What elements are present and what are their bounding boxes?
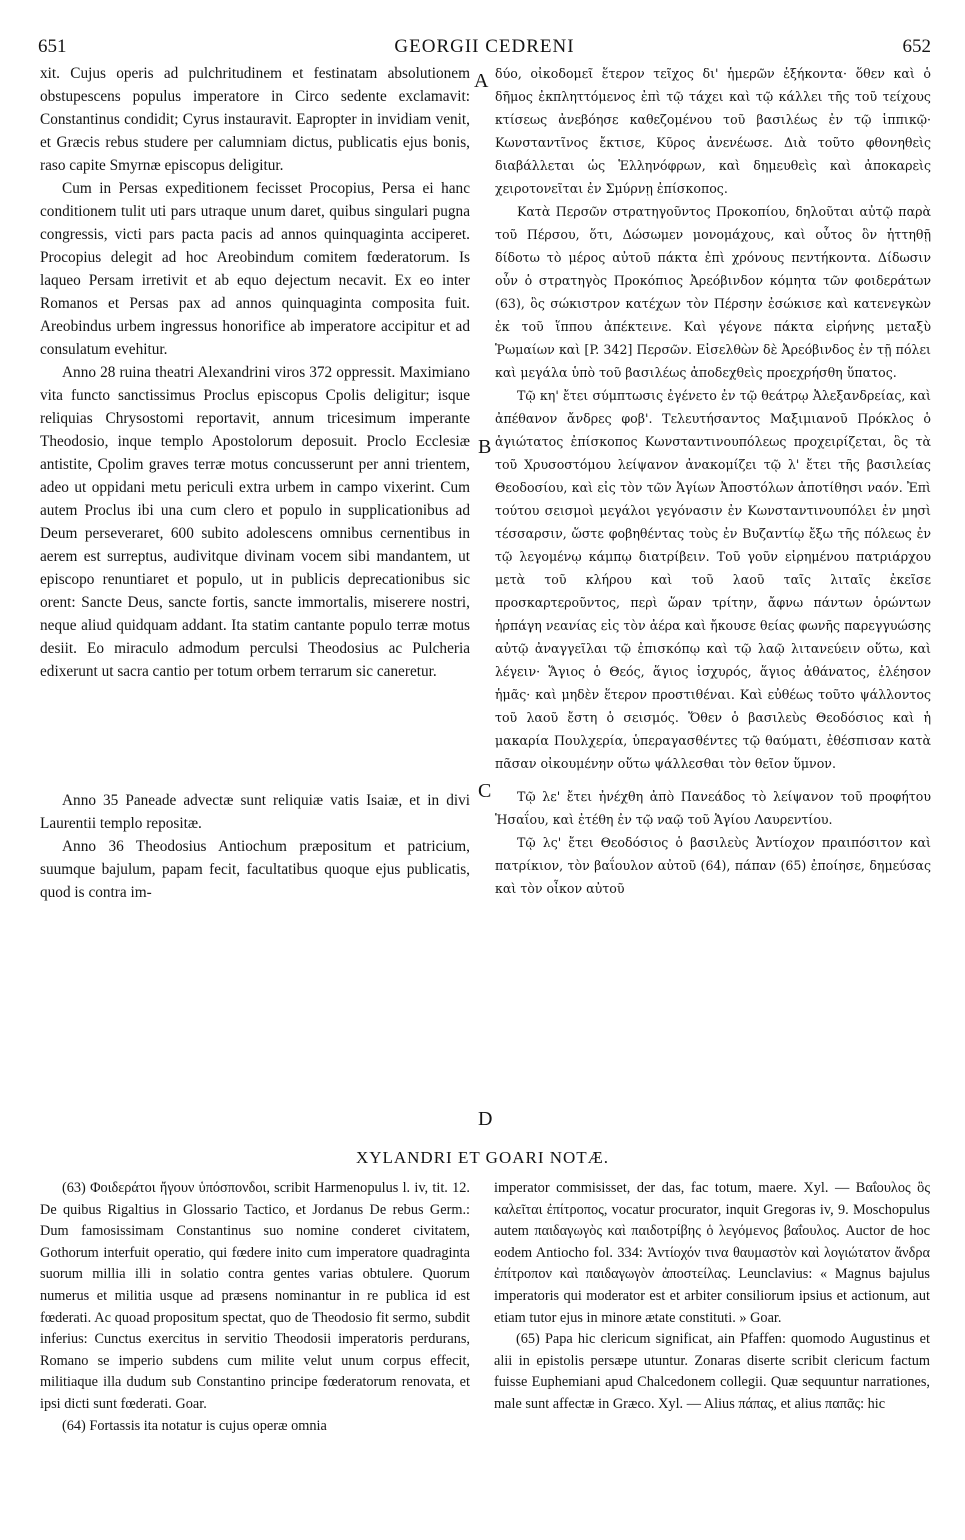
notes-heading: XYLANDRI ET GOARI NOTÆ. — [355, 1148, 610, 1167]
note-paragraph: (63) Φοιδεράτοι ἤγουν ὑπόσπονδοι, scribit Harmenopulus l. iv, tit. 12. De quibus Rigaltius in Glossario Tactico, et Jordanus De rebus Germ.: Dum famosissimam Constantinus suo nomine conderet civitatem, Gothorum interfuit operatio, qui fœdere inito cum imperatore quadraginta suorum millia illi in solatio contra gentes varias obtulere. Quorum numerus et militia usque ad præsens nominantur in re publica id est fœderati. Ac quoad propositum spectat, quo de Theodosio fit sermo, subdit inferius: Cunctus exercitus in servitio Theodosii imperatoris perdurans, Romano se imperio subdens cum milite velut unum corpus effecit, militiaque illa dudum sub Constantino principe fœderatorum renovata, et ipsi dicti sunt fœderati. Goar. — [40, 1180, 470, 1412]
latin-paragraph: Anno 35 Paneade advectæ sunt reliquiæ vatis Isaiæ, et in divi Laurentii templo repositæ. — [40, 792, 470, 832]
greek-paragraph: Τῷ λε' ἔτει ἠνέχθη ἀπὸ Πανεάδος τὸ λείψανον τοῦ προφήτου Ἡσαΐου, καὶ ἐτέθη ἐν τῷ ναῷ τοῦ Ἁγίου Λαυρεντίου. — [495, 789, 931, 827]
greek-paragraph: Τῷ κη' ἔτει σύμπτωσις ἐγένετο ἐν τῷ θεάτρῳ Ἀλεξανδρείας, καὶ ἀπέθανον ἄνδρες φοβ'. Τελευτήσαντος Μαξιμιανοῦ Πρόκλος ὁ ἁγιώτατος ἐπίσκοπος Κωνσταντινουπόλεως προχειρίζεται, ὃς τὰ τοῦ Χρυσοστόμου λείψανον ἀνακομίζει τῷ λ' ἔτει τῆς βασιλείας Θεοδοσίου, καὶ εἰς τὸν τῶν Ἁγίων Ἀποστόλων ἀποτίθησι ναόν. Ἐπὶ τούτου σεισμοὶ μεγάλοι γεγόνασιν ἐν Κωνσταντινουπόλει ἐν μησὶ τέσσαρσιν, ὥστε φοβηθέντας τοὺς ἐν Βυζαντίῳ ἔξω τῆς πόλεως ἐν τῷ λεγομένῳ κάμπῳ διατρίβειν. Τοῦ γοῦν εἰρημένου πατριάρχου μετὰ τοῦ κλήρου καὶ τοῦ λαοῦ ταῖς λιταῖς ἐκεῖσε προσκαρτεροῦντος, περὶ ὥραν τρίτην, ἄφνω πάντων ὁρώντων ἡρπάγη νεανίας εἰς τὸν ἀέρα καὶ ἤκουσε θείας φωνῆς παρεγγυώσης αὐτῷ ἀναγγεῖλαι τῷ ἐπισκόπῳ καὶ τῷ λαῷ λιτανεύειν οὕτω, καὶ λέγειν· Ἅγιος ὁ Θεός, ἅγιος ἰσχυρός, ἅγιος ἀθάνατος, ἐλέησον ἡμᾶς· καὶ μηδὲν ἕτερον προστιθέναι. Καὶ εὐθέως τοῦτο ψάλλοντος τοῦ λαοῦ ἔστη ὁ σεισμός. Ὅθεν ὁ βασιλεὺς Θεοδόσιος καὶ ἡ μακαρία Πουλχερία, ὑπεραγασθέντες τῷ θαύματι, ἐθέσπισαν κατὰ πᾶσαν οἰκουμένην οὕτω ψάλλεσθαι τὸν θεῖον ὕμνον. — [495, 388, 931, 771]
greek-column — [495, 62, 931, 900]
margin-letter-c: C — [478, 780, 492, 802]
page-number-left: 651 — [38, 36, 67, 57]
note-paragraph: (64) Fortassis ita notatur is cujus operæ omnia — [62, 1417, 327, 1434]
note-paragraph: (65) Papa hic clericum significat, ain Pfaffen: quomodo Augustinus et alii in epistolis persæpe utuntur. Zonaras diserte scribit clericum factum fuisse Euphemiani apud Chalcedonem collegii. Quæ sequuntur narrationes, male sunt affectæ in Græco. Xyl. — Alius πάπας, et alius παπᾶς: hic — [494, 1331, 930, 1412]
latin-column — [40, 62, 470, 904]
greek-paragraph: δύο, οἰκοδομεῖ ἕτερον τεῖχος δι' ἡμερῶν ἑξήκοντα· ὅθεν καὶ ὁ δῆμος ἐκπληττόμενος ἐπὶ τῷ τάχει καὶ τῷ κάλλει τῆς τοῦ τείχους κτίσεως ἀνεβόησε καθεζομένου τοῦ βασιλέως ἐν τῷ ἱππικῷ· Κωνσταντῖνος ἔκτισε, Κῦρος ἀνενέωσε. Διὰ τοῦτο φθονηθεὶς διαβάλλεται ὡς Ἑλληνόφρων, καὶ δημευθεὶς καὶ ἀποκαρεὶς χειροτονεῖται ἐν Σμύρνῃ ἐπίσκοπος. — [495, 66, 931, 196]
latin-paragraph: Anno 36 Theodosius Antiochum præpositum et patricium, suumque bajulum, papam fecit, facultatibus quoque ejus publicatis, quod is contra im- — [40, 838, 470, 901]
notes-left-column — [40, 1178, 470, 1437]
latin-paragraph: xit. Cujus operis ad pulchritudinem et festinatam absolutionem obstupescens populus imperatore in Circo sedente exclamavit: Constantinus condidit; Cyrus instauravit. Eapropter in invidiam venit, et Græcis rebus studere per calumniam dictus, publicatis ejus bonis, raso capite Smyrnæ episcopus deligitur. — [40, 65, 470, 174]
greek-paragraph: Κατὰ Περσῶν στρατηγοῦντος Προκοπίου, δηλοῦται αὐτῷ παρὰ τοῦ Πέρσου, ὅτι, Δώσωμεν μονομάχους, καὶ οὗτος ὃν ἡττηθῇ δίδοτω τὸ μέρος αὐτοῦ πάκτα ἐπὶ χρόνους πεντήκοντα. Δίδωσιν οὖν ὁ στρατηγὸς Προκόπιος Ἀρεόβινδον κόμητα τῶν φοιδεράτων (63), ὃς σώκιστρον κατέχων τὸν Πέρσην ἐσώκισε καὶ κατενεγκὼν ἐκ τοῦ ἵππου ἀπέκτεινε. Καὶ γέγονε πάκτα εἰρήνης μεταξὺ Ῥωμαίων καὶ [P. 342] Περσῶν. Εἰσελθὼν δὲ Ἀρεόβινδος ἐν τῇ πόλει καὶ μεγάλα ὑπὸ τοῦ βασιλέως ἀποδεχθεὶς προεχρήσθη ὕπατος. — [495, 204, 931, 380]
latin-paragraph: Anno 28 ruina theatri Alexandrini viros 372 oppressit. Maximiano vita functo sanctissimus Proclus episcopus Cpolis deligitur; isque reliquias Chrysostomi reportavit, annum tricesimum imperante Theodosio, inque templo Apostolorum deposuit. Proclo Ecclesiæ antistite, Cpolim graves terræ motus concusserunt per anni trientem, adeo ut oppidani metu periculi extra urbem in campo vixerint. Cum autem Proclus ibi una cum clero et populo in supplicationibus ad Deum perseveraret, 600 subito adolescens omnibus cernentibus in aerem est surreptus, audivitque divinam vocem sibi mandantem, ut episcopo renuntiaret et populo, ut in publicis deprecationibus sic orent: Sancte Deus, sancte fortis, sancte immortalis, miserere nostri, neque aliud quidquam addant. Ita statim cantante populo terræ motus desiit. Eo miraculo admodum perculsi Theodosius ac Pulcheria edixerunt ut sacra cantio per totum orbem terrarum sic caneretur. — [40, 364, 470, 680]
note-paragraph: imperator commisisset, der das, fac totum, maere. Xyl. — Βαΐουλος ὃς καλεῖται ἐπίτροπος, vocatur procurator, inquit Gregoras iv, 9. Moschopulus autem παιδαγωγὸς καὶ παιδοτρίβης ὁ λεγόμενος βαΐουλος. Auctor de hoc eodem Antiocho fol. 334: Ἀντίοχόν τινα θαυμαστὸν καὶ λογιώτατον ἄνδρα ἐπίτροπον καὶ παιδαγωγὸν ἀποστείλας. Leunclavius: « Magnus bajulus imperatoris qui moderator est et arbiter consiliorum ipsius et actionum, aut etiam tutor ejus in minore ætate constituti. » Goar. — [494, 1180, 930, 1326]
page-number-right: 652 — [902, 36, 931, 57]
greek-paragraph: Τῷ λς' ἔτει Θεοδόσιος ὁ βασιλεὺς Ἀντίοχον πραιπόσιτον καὶ πατρίκιον, τὸν βαΐουλον αὐτοῦ (64), πάπαν (65) ἐποίησε, δημεύσας καὶ τὸν οἶκον αὐτοῦ — [495, 835, 931, 896]
running-title: GEORGII CEDRENI — [394, 36, 575, 57]
margin-letter-b: B — [478, 436, 492, 458]
margin-letter-a: A — [474, 70, 489, 92]
latin-paragraph: Cum in Persas expeditionem fecisset Procopius, Persa ei hanc conditionem tulit uti pars utraque unum daret, quibus singulari pugna congressis, victi pars pacta pacis ad annos quinquaginta acciperet. Procopius delegit ad hoc Areobindum comitem fœderatorum. Is laqueo Persam irretivit et ab equo dejectum necavit. Ex eo inter Romanos et Persas pax ad annos quinquaginta composita fuit. Areobindus urbem ingressus honorifice ab imperatore accipitur et ad consulatum evehitur. — [40, 180, 470, 358]
margin-letter-d: D — [478, 1108, 493, 1130]
notes-right-column — [494, 1178, 930, 1416]
page-header — [38, 36, 931, 62]
